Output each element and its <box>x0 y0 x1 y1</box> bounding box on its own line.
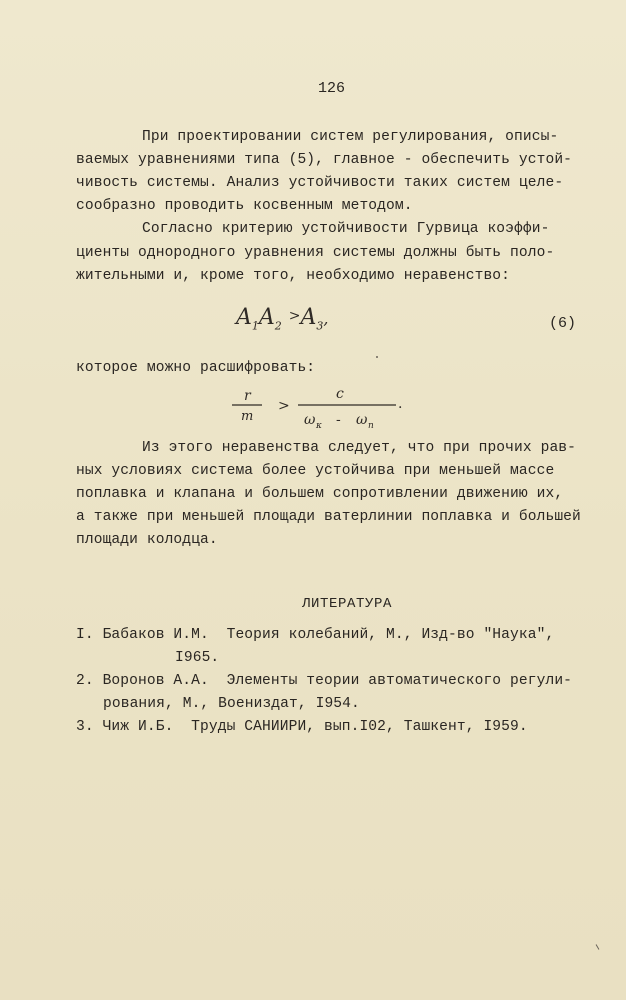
paragraph-2-line-3: жительными и, кроме того, необходимо неравенство: <box>76 268 511 284</box>
paper-speck <box>376 356 378 358</box>
formula-6-a3: A <box>300 305 317 330</box>
paragraph-1-line-3: чивость системы. Анализ устойчивости таких систем целе- <box>76 175 564 191</box>
paragraph-2-line-1: Согласно критерию устойчивости Гурвица коэффи- <box>142 221 550 237</box>
inequality-right-numerator: c <box>336 386 344 402</box>
formula-6-a2-sub: 2 <box>274 319 282 333</box>
formula-6 <box>236 305 329 332</box>
inequality-minus: - <box>336 412 341 428</box>
formula-6-comma: , <box>323 309 329 328</box>
paragraph-1-line-1: При проектировании систем регулирования, описы- <box>142 129 559 145</box>
references-heading: ЛИТЕРАТУРА <box>302 596 393 612</box>
paragraph-3-line-1: Из этого неравенства следует, что при прочих рав- <box>142 440 577 456</box>
inequality-gt: > <box>278 398 290 414</box>
paragraph-3-line-5: площади колодца. <box>76 532 218 548</box>
formula-6-a1-sub: 1 <box>251 319 259 333</box>
inequality-left-denominator: m <box>241 409 254 424</box>
inequality-omega-n-sub: n <box>368 421 374 431</box>
inequality-omega-k-sub: κ <box>316 421 322 431</box>
formula-6-gt: > <box>288 308 301 324</box>
paragraph-3-line-3: поплавка и клапана и большем сопротивлении движению их, <box>76 486 564 502</box>
paragraph-2-line-2: циенты однородного уравнения системы должны быть поло- <box>76 245 555 261</box>
formula-6-a1: A <box>236 305 252 330</box>
reference-2-line-1: 2. Воронов А.А. Элементы теории автоматического регули- <box>76 673 573 689</box>
formula-6-a2: A <box>258 305 275 330</box>
paragraph-3-line-4: а также при меньшей площади ватерлинии поплавка и большей <box>76 509 581 525</box>
inequality-omega-k: ω <box>304 412 316 428</box>
reference-1-line-1: I. Бабаков И.М. Теория колебаний, М., Изд-во "Наука", <box>76 627 555 643</box>
paragraph-1-line-4: сообразно проводить косвенным методом. <box>76 198 413 214</box>
paper-mark <box>596 944 600 950</box>
reference-3-line-1: 3. Чиж И.Б. Труды САНИИРИ, вып.I02, Ташкент, I959. <box>76 719 528 735</box>
inequality-period: . <box>398 396 403 412</box>
formula-6-a3-sub: 3 <box>316 319 324 333</box>
inequality-left-numerator: r <box>244 388 251 404</box>
paragraph-1-line-2: ваемых уравнениями типа (5), главное - обеспечить устой- <box>76 152 573 168</box>
reference-1-line-2: I965. <box>175 650 220 666</box>
reference-2-line-2: рования, М., Воениздат, I954. <box>103 696 360 712</box>
paragraph-3-line-2: ных условиях система более устойчива при меньшей массе <box>76 463 555 479</box>
page-number: 126 <box>318 80 346 97</box>
formula-6-number: (6) <box>549 315 577 332</box>
decipher-line: которое можно расшифровать: <box>76 360 316 376</box>
formula-inequality <box>226 384 446 434</box>
inequality-omega-n: ω <box>356 412 368 428</box>
